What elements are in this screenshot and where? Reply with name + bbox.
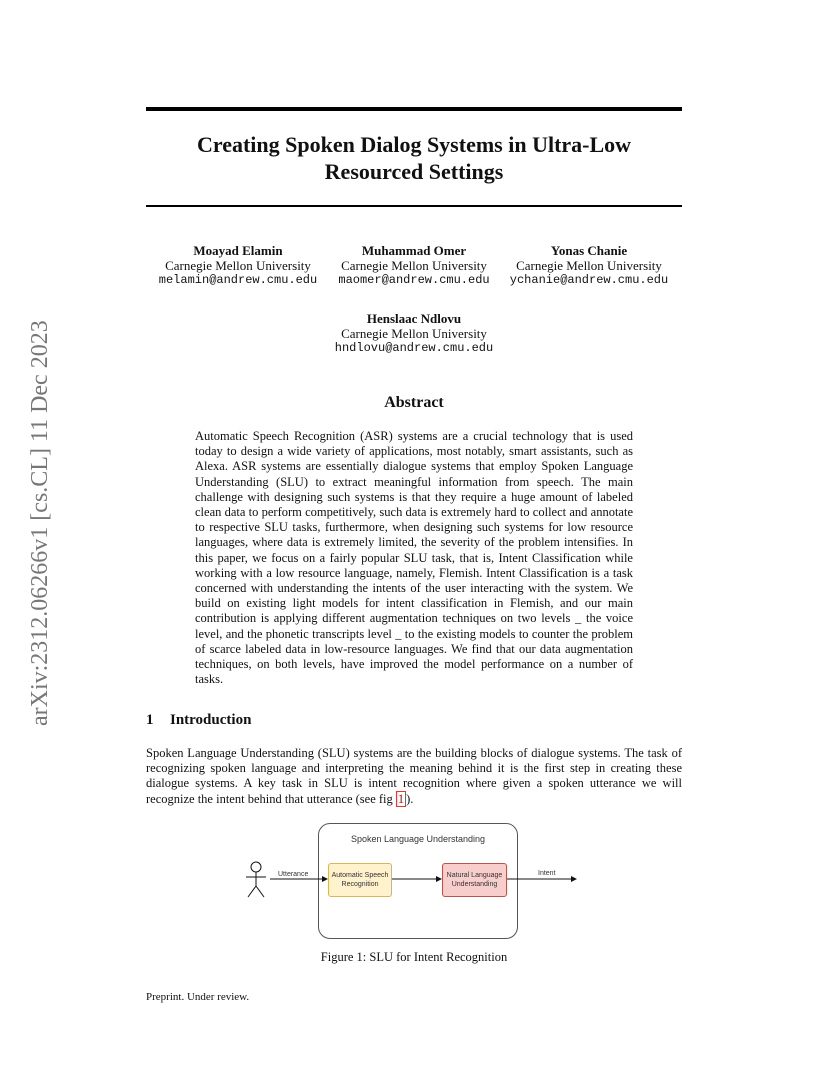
intro-text: Spoken Language Understanding (SLU) systems are the building blocks of dialogue systems. The task of recognizing spoken language and interpreting the meaning behind it is the first step in creating these dialogue systems. A key task in SLU is intent recognition where given a spoken utterance we will recognize the intent behind that utterance (see fig	[146, 746, 682, 806]
title-bottom-rule	[146, 205, 682, 207]
user-stick-figure-icon	[246, 862, 266, 897]
author-affiliation: Carnegie Mellon University	[341, 258, 487, 273]
asr-node	[328, 863, 392, 897]
figure-reference-link[interactable]: 1	[397, 791, 405, 806]
arxiv-stamp: arXiv:2312.06266v1 [cs.CL] 11 Dec 2023	[27, 320, 53, 726]
figure-caption: Figure 1: SLU for Intent Recognition	[320, 950, 508, 964]
asr-node-label: Automatic Speech Recognition	[331, 872, 389, 888]
abstract-heading: Abstract	[384, 394, 444, 411]
author-affiliation: Carnegie Mellon University	[341, 326, 487, 341]
section-title: Introduction	[170, 712, 252, 728]
author-name: Moayad Elamin	[193, 243, 283, 258]
author-affiliation: Carnegie Mellon University	[516, 258, 662, 273]
preprint-footer: Preprint. Under review.	[146, 991, 250, 1003]
paper-title: Creating Spoken Dialog Systems in Ultra-Low Resourced Settings	[196, 132, 632, 184]
author-block	[319, 311, 509, 356]
author-email: ychanie@andrew.cmu.edu	[509, 273, 669, 287]
author-name: Yonas Chanie	[550, 243, 628, 258]
diagram-connectors	[240, 820, 590, 942]
utterance-label: Utterance	[278, 871, 309, 878]
slu-box-title: Spoken Language Understanding	[350, 834, 486, 844]
intro-paragraph	[146, 746, 682, 807]
author-email: maomer@andrew.cmu.edu	[338, 273, 490, 287]
abstract-text: Automatic Speech Recognition (ASR) systems are a crucial technology that is used today to design a wide variety of applications, most notably, smart assistants, such as Alexa. ASR systems are essentially dialogue systems that employ Spoken Language Understanding (SLU) to extract meaningful information from speech. The main challenge with designing such systems is that they require a huge amount of labeled clean data to perform competitively, such data is extremely hard to collect and annotate to respective SLU tasks, furthermore, when designing such systems for low resource languages, where data is extremely limited, the severity of the problem intensifies. In this paper, we focus on a fairly popular SLU task, that is, Intent Classification while working with a low resource language, namely, Flemish. Intent Classification is a task concerned with understanding the intents of the user interacting with the system. We build on existing light models for intent classification in Flemish, and our main contribution is applying different augmentation techniques on two levels _ the voice level, and the phonetic transcripts level _ to the existing models to counter the problem of scarce labeled data in low-resource languages. We find that our data augmentation techniques, on both levels, have improved the model performance on a number of tasks.	[195, 429, 633, 687]
intent-label: Intent	[538, 870, 556, 877]
author-block	[494, 243, 684, 288]
nlu-node-label: Natural Language Understanding	[446, 872, 503, 888]
author-name: Muhammad Omer	[361, 243, 467, 258]
nlu-node	[442, 863, 507, 897]
title-top-rule	[146, 107, 682, 111]
author-block	[143, 243, 333, 288]
author-block	[319, 243, 509, 288]
author-email: hndlovu@andrew.cmu.edu	[334, 341, 494, 355]
author-name: Henslaac Ndlovu	[366, 311, 462, 326]
author-email: melamin@andrew.cmu.edu	[158, 273, 318, 287]
figure-slu-diagram	[240, 820, 590, 942]
section-number: 1	[146, 712, 154, 728]
section-heading	[146, 710, 251, 730]
author-affiliation: Carnegie Mellon University	[165, 258, 311, 273]
intro-text-end: ).	[406, 791, 414, 806]
